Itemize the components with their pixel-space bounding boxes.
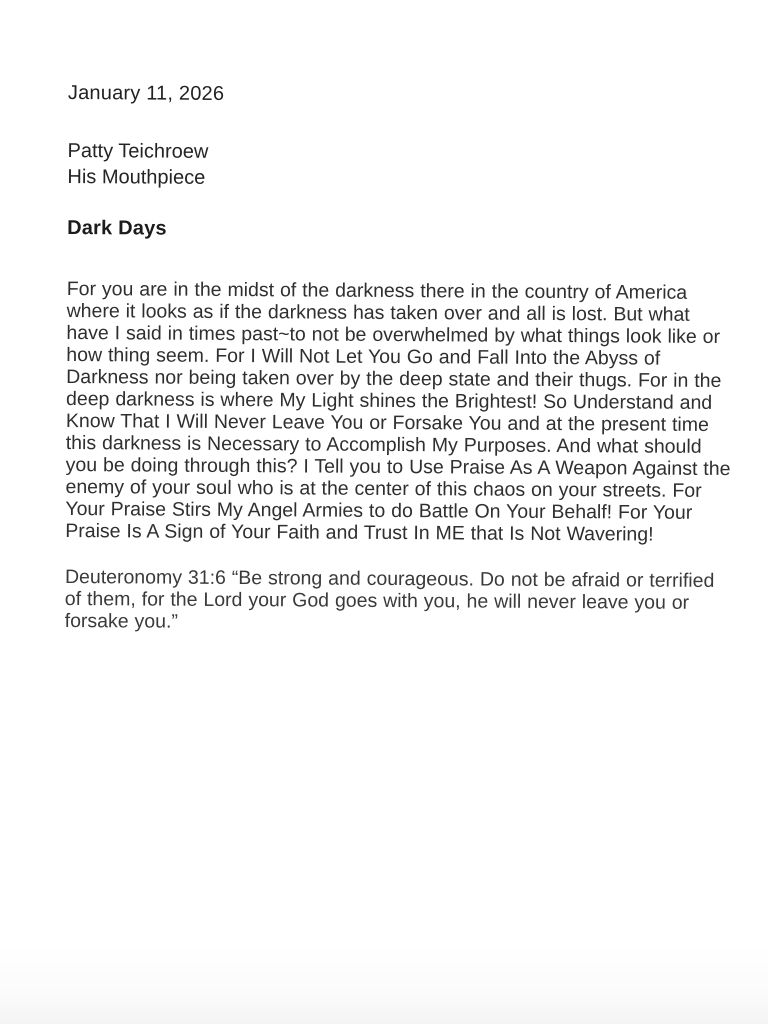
scripture-quote-paragraph: Deuteronomy 31:6 “Be strong and courageous. Do not be afraid or terrified of them, for the Lord your God goes with you, he will never leave you or forsake you.”	[64, 566, 715, 633]
author-name: Patty Teichroew	[67, 139, 209, 163]
author-block	[67, 138, 735, 195]
letter-title: Dark Days	[67, 216, 167, 240]
author-role: His Mouthpiece	[67, 166, 206, 190]
letter-body-paragraph: For you are in the midst of the darkness there in the country of America where it looks as if the darkness has taken over and all is lost. But what have I said in times past~to not be overwhelmed by what things look like or how thing seem. For I Will Not Let You Go and Fall Into the Abyss of Darkness nor being taken over by the deep state and their thugs. For in the deep darkness is where My Light shines the Brightest! So Understand and Know That I Will Never Leave You or Forsake You and at the present time this darkness is Necessary to Accomplish My Purposes. And what should you be doing through this? I Tell you to Use Praise As A Weapon Against the enemy of your soul who is at the center of this chaos on your streets. For Your Praise Stirs My Angel Armies to do Battle On Your Behalf! For Your Praise Is A Sign of Your Faith and Trust In ME that Is Not Wavering!	[65, 277, 731, 546]
letter-date: January 11, 2026	[67, 82, 225, 105]
letter-content	[65, 82, 736, 636]
